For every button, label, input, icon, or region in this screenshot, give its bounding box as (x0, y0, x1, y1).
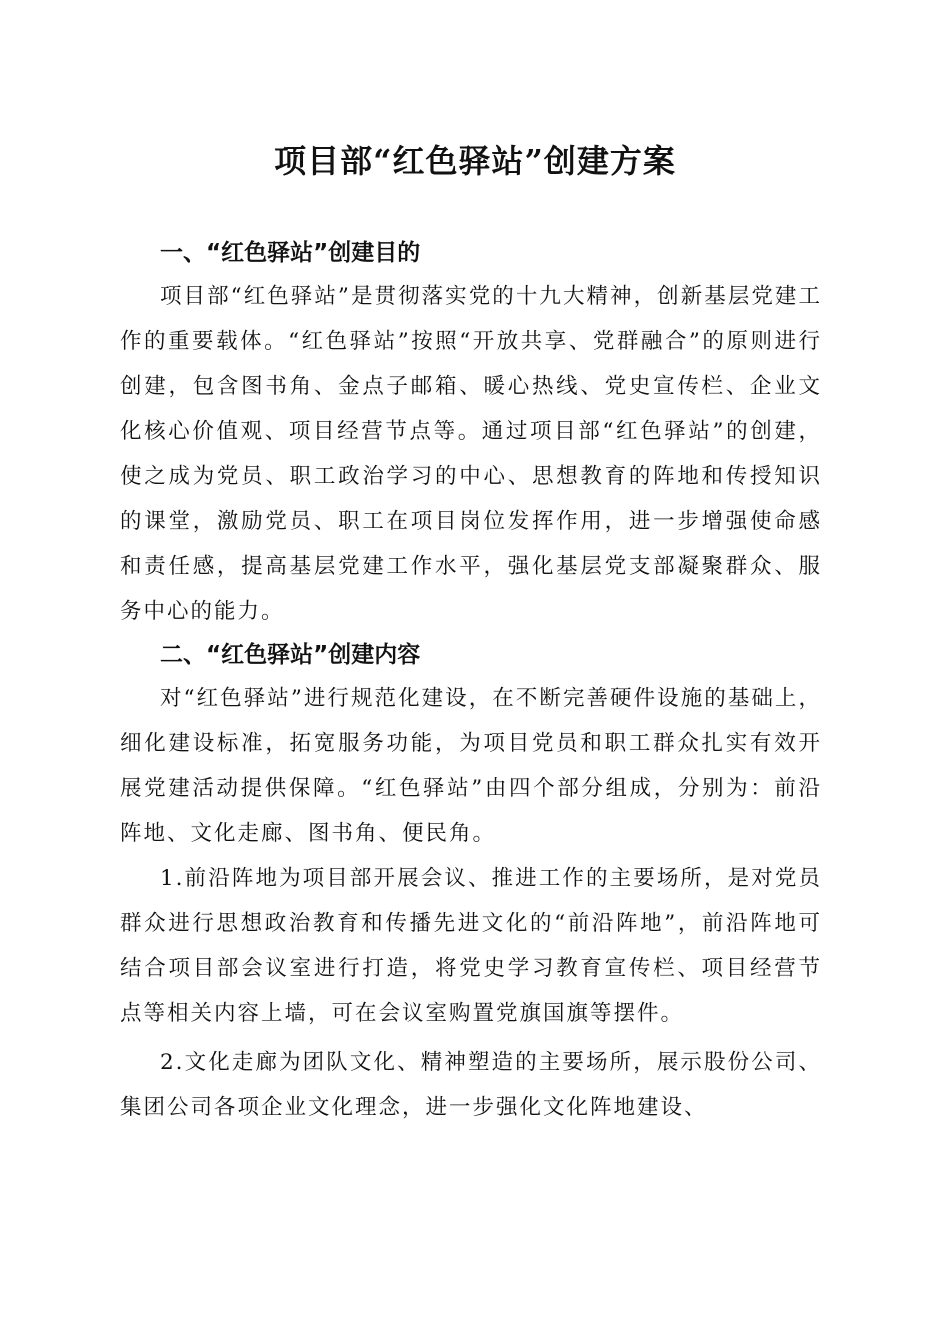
section-heading-content: 二、“红色驿站”创建内容 (160, 642, 421, 668)
paragraph-frontline-position: 1.前沿阵地为项目部开展会议、推进工作的主要场所，是对党员群众进行思想政治教育和传播先进文化的“前沿阵地”，前沿阵地可结合项目部会议室进行打造，将党史学习教育宣传栏、项目经营节点等相关内容上墙，可在会议室购置党旗国旗等摆件。 (120, 866, 822, 1026)
paragraph-content-intro: 对“红色驿站”进行规范化建设，在不断完善硬件设施的基础上，细化建设标准，拓宽服务功能，为项目党员和职工群众扎实有效开展党建活动提供保障。“红色驿站”由四个部分组成，分别为：前沿阵地、文化走廊、图书角、便民角。 (120, 686, 822, 846)
document-title: 项目部“红色驿站”创建方案 (274, 142, 676, 180)
paragraph-purpose: 项目部“红色驿站”是贯彻落实党的十九大精神，创新基层党建工作的重要载体。“红色驿站”按照“开放共享、党群融合”的原则进行创建，包含图书角、金点子邮箱、暖心热线、党史宣传栏、企业文化核心价值观、项目经营节点等。通过项目部“红色驿站”的创建，使之成为党员、职工政治学习的中心、思想教育的阵地和传授知识的课堂，激励党员、职工在项目岗位发挥作用，进一步增强使命感和责任感，提高基层党建工作水平，强化基层党支部凝聚群众、服务中心的能力。 (120, 284, 822, 624)
paragraph-culture-corridor: 2.文化走廊为团队文化、精神塑造的主要场所，展示股份公司、集团公司各项企业文化理念，进一步强化文化阵地建设、 (120, 1050, 822, 1120)
document-body (120, 232, 822, 1130)
section-heading-purpose: 一、“红色驿站”创建目的 (160, 240, 421, 266)
